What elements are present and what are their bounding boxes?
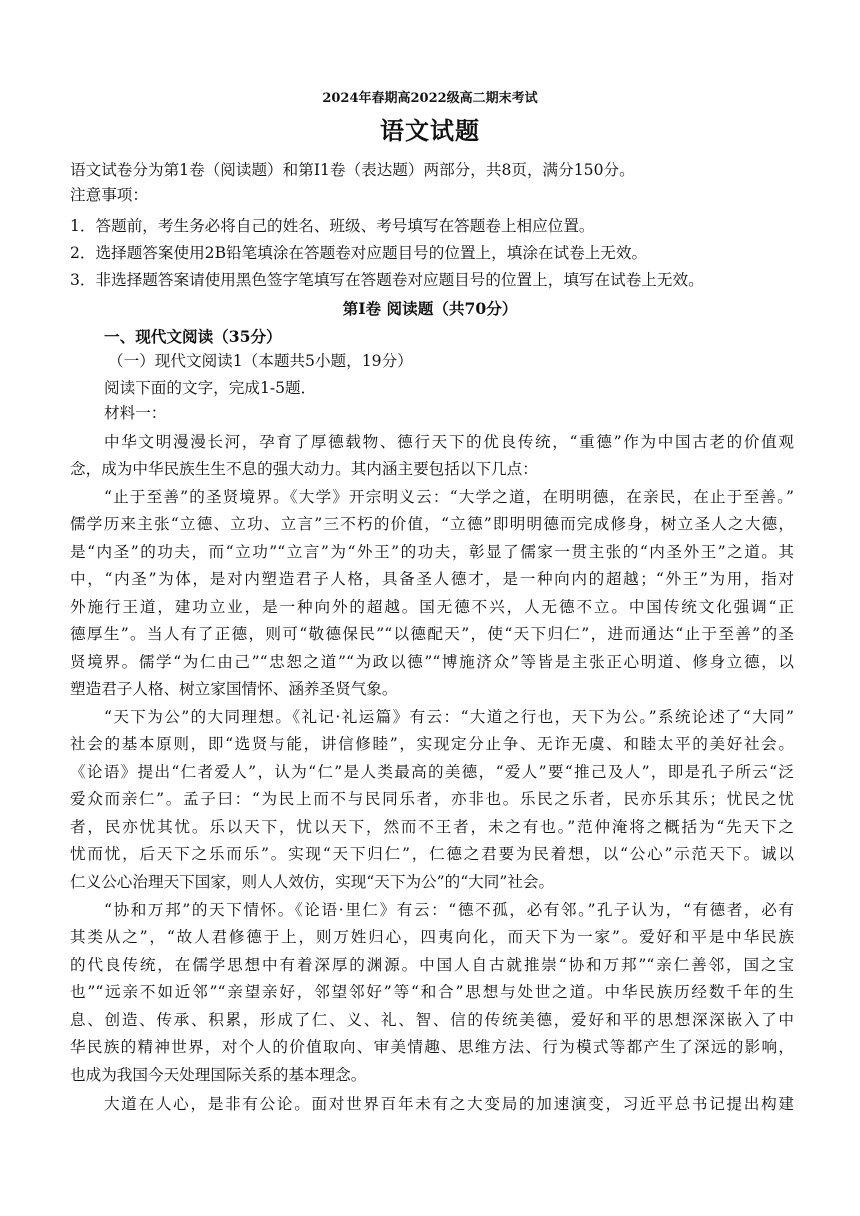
passage-line: 外施行王道，建功立业，是一种向外的超越。国无德不兴，人无德不立。中国传统文化强调“正 [70, 598, 794, 616]
section-title: 一、现代文阅读（35分） [104, 327, 282, 346]
passage-line: “协和万邦”的天下情怀。《论语·里仁》有云：“德不孤，必有邻。”孔子认为，“有德者，必有 [104, 901, 794, 919]
reading-instruction: 阅读下面的文字，完成1-5题． [104, 379, 317, 397]
passage-line: 是“内圣”的功夫，而“立功”“立言”为“外王”的功夫，彰显了儒家一贯主张的“内圣外王”之道。其 [70, 543, 794, 561]
passage-line: 念，成为中华民族生生不息的强大动力。其内涵主要包括以下几点： [70, 460, 538, 478]
notice-heading: 注意事项： [70, 186, 148, 204]
subsection-title: （一）现代文阅读1（本题共5小题，19分） [108, 352, 413, 370]
paper-description: 语文试卷分为第1卷（阅读题）和第I1卷（表达题）两部分，共8页，满分150分。 [70, 161, 635, 179]
passage-line: 息、创造、传承、积累，形成了仁、义、礼、智、信的传统美德，爱好和平的思想深深嵌入了中 [70, 1011, 794, 1029]
passage-line: 社会的基本原则，即“选贤与能，讲信修睦”，实现定分止争、无诈无虞、和睦太平的美好社会。 [70, 735, 794, 753]
notice-item: 2．选择题答案使用2B铅笔填涂在答题卷对应题目号的位置上，填涂在试卷上无效。 [70, 244, 648, 262]
passage-line: 其类从之”，“故人君修德于上，则万姓归心，四夷向化，而天下为一家”。爱好和平是中华民族 [70, 928, 794, 946]
notice-item: 1．答题前，考生务必将自己的姓名、班级、考号填写在答题卷上相应位置。 [70, 217, 595, 235]
passage-line: 塑造君子人格、树立家国情怀、涵养圣贤气象。 [70, 680, 398, 698]
passage-line: 《论语》提出“仁者爱人”，认为“仁”是人类最高的美德，“爱人”要“推己及人”，即是孔子所云“泛 [70, 763, 794, 781]
passage-line: 仁义公心治理天下国家，则人人效仿，实现“天下为公”的“大同”社会。 [70, 873, 555, 891]
notice-item: 3．非选择题答案请使用黑色签字笔填写在答题卷对应题目号的位置上，填写在试卷上无效。 [70, 271, 704, 289]
passage-line: 大道在人心，是非有公论。面对世界百年未有之大变局的加速演变，习近平总书记提出构建 [104, 1095, 794, 1113]
passage-line: 也成为我国今天处理国际关系的基本理念。 [70, 1066, 367, 1084]
subject-title: 语文试题 [380, 116, 480, 145]
material-label: 材料一： [104, 404, 167, 422]
passage-line: 中华文明漫漫长河，孕育了厚德载物、德行天下的优良传统，“重德”作为中国古老的价值观 [104, 433, 794, 451]
passage-line: 也”“远亲不如近邻”“亲望亲好，邻望邻好”等“和合”思想与处世之道。中华民族历经数千年的生 [70, 983, 794, 1001]
passage-line: 中，“内圣”为体，是对内塑造君子人格，具备圣人德才，是一种向内的超越；“外王”为用，指对 [70, 570, 794, 588]
passage-line: “止于至善”的圣贤境界。《大学》开宗明义云：“大学之道，在明明德，在亲民，在止于至善。” [104, 488, 794, 506]
passage-line: 忧而忧，后天下之乐而乐”。实现“天下归仁”，仁德之君要为民着想，以“公心”示范天下。诚以 [70, 845, 794, 863]
passage-line: 贤境界。儒学“为仁由己”“忠恕之道”“为政以德”“博施济众”等皆是主张正心明道、修身立德，以 [70, 653, 794, 671]
exam-title: 2024年春期高2022级高二期末考试 [322, 91, 538, 106]
passage-line: 的代良传统，在儒学思想中有着深厚的渊源。中国人自古就推崇“协和万邦”“亲仁善邻，国之宝 [70, 956, 794, 974]
passage-line: 德厚生”。当人有了正德，则可“敬德保民”“以德配天”，使“天下归仁”，进而通达“止于至善”的圣 [70, 625, 794, 643]
passage-line: 儒学历来主张“立德、立功、立言”三不朽的价值，“立德”即明明德而完成修身，树立圣人之大德， [70, 515, 794, 533]
passage-line: 华民族的精神世界，对个人的价值取向、审美情趣、思维方法、行为模式等都产生了深远的影响， [70, 1038, 794, 1056]
part-title: 第I卷 阅读题（共70分） [342, 299, 518, 318]
passage-line: 爱众而亲仁”。孟子曰：“为民上而不与民同乐者，亦非也。乐民之乐者，民亦乐其乐；忧民之忧 [70, 790, 794, 808]
passage-line: “天下为公”的大同理想。《礼记·礼运篇》有云：“大道之行也，天下为公。”系统论述了“大同” [104, 708, 794, 726]
passage-line: 者，民亦忧其忧。乐以天下，忧以天下，然而不王者，未之有也。”范仲淹将之概括为“先天下之 [70, 818, 794, 836]
